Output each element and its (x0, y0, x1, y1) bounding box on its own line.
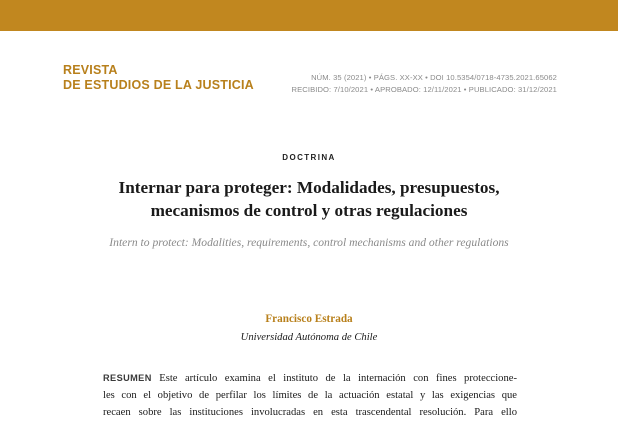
author-affiliation: Universidad Autónoma de Chile (240, 332, 378, 343)
journal-name-line-2: DE ESTUDIOS DE LA JUSTICIA (63, 78, 254, 92)
article-title (40, 176, 578, 222)
article-title-line-1: Internar para proteger: Modalidades, presupuestos, (118, 178, 500, 197)
journal-name-line-1: REVISTA (63, 63, 118, 77)
abstract-line-2: les con el objetivo de perfilar los límites de la actuación estatal y las exigencias que (103, 390, 517, 401)
issue-pages-doi: NÚM. 35 (2021) • PÁGS. XX-XX • DOI 10.5354/0718-4735.2021.65062 (311, 73, 557, 82)
author-name: Francisco Estrada (265, 313, 353, 325)
abstract-line-3: recaen sobre las instituciones involucradas en esta trascendental resolución. Para ello (103, 407, 517, 418)
article-subtitle-english: Intern to protect: Modalities, requirements, control mechanisms and other regulations (109, 236, 509, 249)
section-label: DOCTRINA (282, 153, 336, 162)
abstract-line-1 (103, 370, 517, 387)
journal-name (63, 63, 254, 93)
article-title-line-2: mecanismos de control y otras regulaciones (150, 201, 468, 220)
abstract (103, 370, 517, 421)
publication-dates: RECIBIDO: 7/10/2021 • APROBADO: 12/11/2021 • PUBLICADO: 31/12/2021 (291, 85, 557, 94)
publication-metadata (292, 72, 557, 96)
abstract-label: RESUMEN (103, 373, 152, 383)
header-accent-bar (0, 0, 618, 31)
abstract-text-1: Este artículo examina el instituto de la internación con fines proteccione- (159, 373, 517, 384)
